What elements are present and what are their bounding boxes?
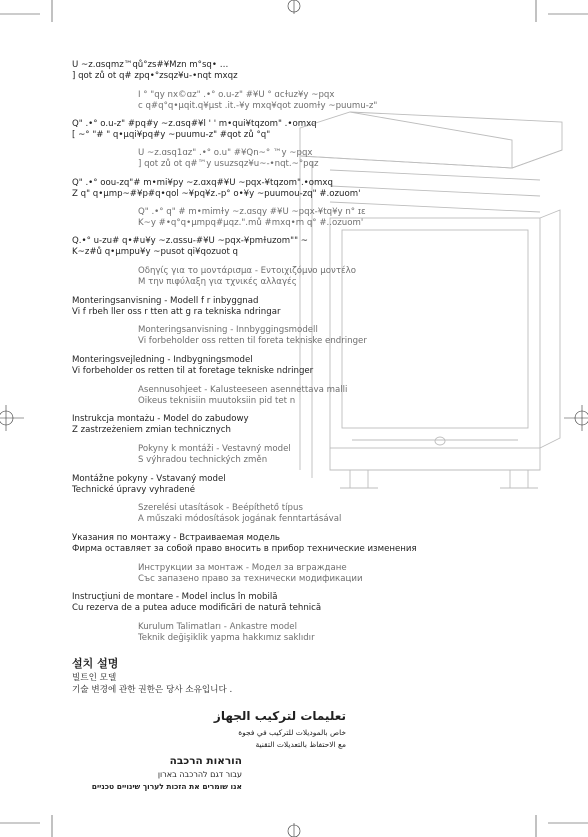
danish-subtitle: Vi forbeholder os retten til at foretage tekniske ndringer xyxy=(72,366,314,376)
block3-alt-subtitle: K~y #•q°q•µmpq#µqz.".mů #mxq•m q° #..ozuom' xyxy=(138,218,364,228)
romanian-subtitle: Cu rezerva de a putea aduce modificări de natură tehnică xyxy=(72,603,322,613)
bulgarian-subtitle: Със запазено право за технически модификации xyxy=(138,574,363,584)
hebrew-notice: אנו שומרים את הזכות לערוך שינויים טכניים xyxy=(91,782,242,791)
norwegian-title: Monteringsanvisning - Innbyggingsmodell xyxy=(138,325,318,335)
swedish-subtitle: Vi f rbeh ller oss r tten att g ra tekniska ndringar xyxy=(72,307,281,317)
block1-alt-title: I ° "qy nx©ɑz" .•° o.u-z" #¥U ° ɑcɫuz¥y ~pqx xyxy=(138,90,335,100)
danish-title: Monteringsvejledning - Indbygningsmodel xyxy=(72,355,253,365)
block1-alt-subtitle: c q#q°q•µqit.q¥µst .it.-¥y mxq¥qot zuomɫy ~puumu-z" xyxy=(138,101,378,111)
block2-subtitle: [ ~° "# " q•µqi¥pq#y ~puumu-z" #qot zů °q" xyxy=(72,130,271,140)
bulgarian-title: Инструкции за монтаж - Модел за вграждане xyxy=(138,563,347,573)
polish-title: Instrukcja montażu - Model do zabudowy xyxy=(72,414,249,424)
greek-title: Οδηγίς για το μοντάρισμα - Εντοιχιζόμνο μοντέλο xyxy=(138,266,356,276)
block1-title: U ~z.ɑsqmz™qů°zs#¥Mzn m°sq• … xyxy=(72,60,229,70)
block4-title: Q.•° u-zu# q•#u¥y ~z.ɑssu-#¥U ~pqx-¥pmɫuzom"" ~ xyxy=(72,236,308,246)
czech-title: Pokyny k montáži - Vestavný model xyxy=(138,444,291,454)
korean-title: 설치 설명 xyxy=(72,657,119,670)
hungarian-title: Szerelési utasítások - Beépíthető típus xyxy=(138,503,303,513)
block1-subtitle: ] qot zů ot q# zpq•°zsqz¥u-•nqt mxqz xyxy=(72,71,238,81)
finnish-title: Asennusohjeet - Kalusteeseen asennettava malli xyxy=(138,385,348,395)
hebrew-model: עבור דגם להרכבה בארון xyxy=(157,770,242,779)
slovak-title: Montážne pokyny - Vstavaný model xyxy=(72,474,226,484)
turkish-title: Kurulum Talimatları - Ankastre model xyxy=(138,622,297,632)
turkish-subtitle: Teknik değişiklik yapma hakkımız saklıdır xyxy=(138,633,315,643)
korean-notice: 기술 변경에 관한 권한은 당사 소유입니다 . xyxy=(72,685,233,695)
arabic-notice: مع الاحتفاظ بالتعديلات التقنية xyxy=(255,740,346,749)
czech-subtitle: S výhradou technických změn xyxy=(138,455,268,465)
block3-subtitle: Z q" q•µmp~#¥p#q•qol ~¥pq¥z.-p° o•¥y ~puumou-zq" #.ozuom' xyxy=(72,189,361,199)
swedish-title: Monteringsanvisning - Modell f r inbyggnad xyxy=(72,296,259,306)
hebrew-title: הוראות הרכבה xyxy=(169,755,242,767)
arabic-title: تعليمات لتركيب الجهاز xyxy=(213,709,346,723)
korean-model: 빌트인 모델 xyxy=(72,673,117,683)
polish-subtitle: Z zastrzeżeniem zmian technicznych xyxy=(72,425,231,435)
block4-subtitle: K~z#ů q•µmpu¥y ~pusot qi¥qozuot q xyxy=(72,247,239,257)
slovak-subtitle: Technické úpravy vyhradené xyxy=(72,485,195,495)
block2-alt-subtitle: ] qot zů ot q#™y usuzsqz¥u~-•nqt.~°pqz xyxy=(138,159,319,169)
romanian-title: Instrucţiuni de montare - Model inclus în mobilă xyxy=(72,592,278,602)
greek-subtitle: Μ την πιφύλαξη για τχνικές αλλαγές xyxy=(138,277,297,287)
block3-alt-title: Q" .•° q" # m•mimɫy ~z.ɑsqy #¥U ~pqx-¥tq¥y n° ɪɛ xyxy=(138,207,366,217)
finnish-subtitle: Oikeus teknisiin muutoksiin pid tet n xyxy=(138,396,296,406)
russian-subtitle: Фирма оставляет за собой право вносить в прибор технические изменения xyxy=(72,544,417,554)
block2-alt-title: U ~z.ɑsq1ɑz" .•° o.u" #¥Qn~° ™y ~pqx xyxy=(138,148,313,158)
block2-title: Q" .•° o.u-z" #pq#y ~z.ɑsq#¥l ' ' m•qui¥tqzom" .•omxq xyxy=(72,119,317,129)
block3-title: Q" .•° oou-zq"# m•mi¥py ~z.ɑxq#¥U ~pqx-¥tqzom".•omxq xyxy=(72,178,333,188)
arabic-model: خاص بالموديلات للتركيب في فجوة xyxy=(238,728,346,737)
hungarian-subtitle: A műszaki módosítások jogának fenntartásával xyxy=(138,514,342,524)
norwegian-subtitle: Vi forbeholder oss retten til foreta tekniske endringer xyxy=(138,336,367,346)
russian-title: Указания по монтажу - Встраиваемая модель xyxy=(72,533,280,543)
